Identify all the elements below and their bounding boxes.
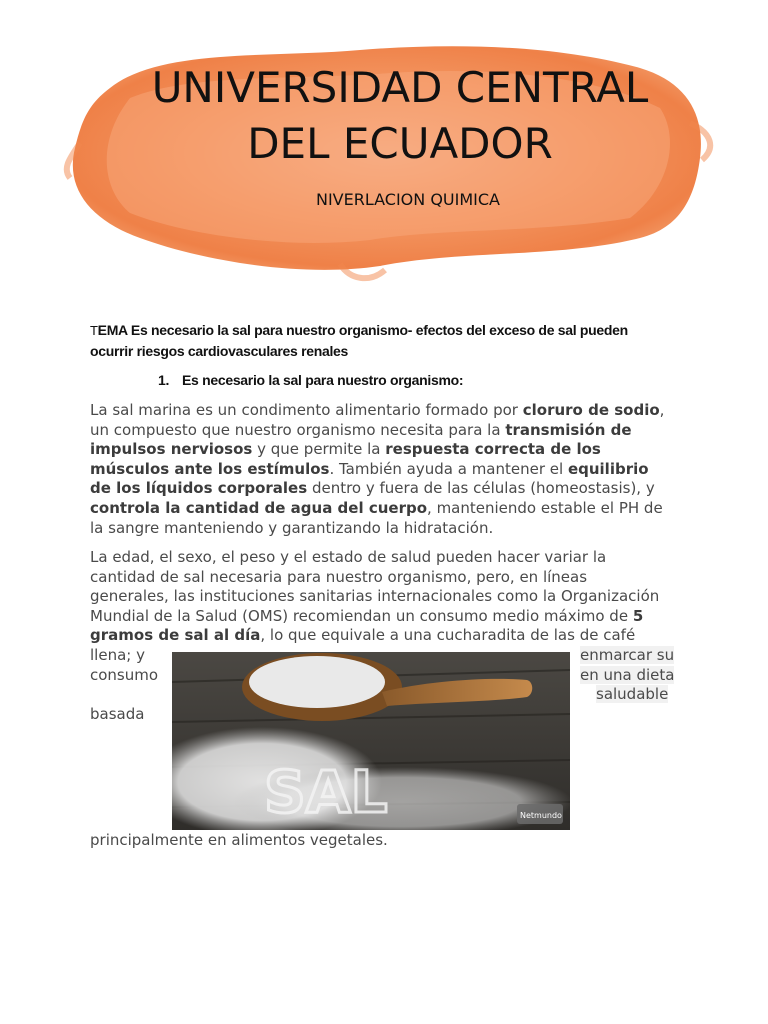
p2-text-1: La edad, el sexo, el peso y el estado de salud pueden hacer variar la cantidad de sal necesaria para nuestro organismo, pero, en líneas generales, las instituciones sanitarias internacionales como la Organización Mundial de la Salud (OMS) recomiendan un consumo medio máximo de (90, 548, 660, 625)
wrap-text-left-2: basada (90, 705, 145, 723)
p2-bold-1: 5 gramos de sal al día (90, 606, 644, 645)
p1-bold-4: equilibrio de los líquidos corporales (90, 459, 649, 498)
final-line: principalmente en alimentos vegetales. (90, 831, 388, 849)
p1-bold-2: transmisión de impulsos nerviosos (90, 420, 632, 459)
wrap-text-right-3: saludable (596, 685, 669, 703)
wrap-text-right-2: en una dieta (580, 666, 675, 684)
p1-bold-3: respuesta correcta de los músculos ante los estímulos (90, 440, 601, 478)
list-number: 1. (158, 372, 170, 388)
salt-word-mark: SAL (264, 758, 388, 826)
university-title-line2: DEL ECUADOR (247, 119, 553, 168)
p1-text-6: , manteniendo estable el PH de la sangre manteniendo y garantizando la hidratación. (90, 498, 663, 537)
p1-text-3: y que permite la (252, 440, 386, 459)
university-title (100, 60, 700, 172)
paragraph-salt-functions (90, 401, 670, 538)
wrap-text-right-1: enmarcar su (580, 646, 675, 664)
wrap-text-left-1: consumo (90, 666, 159, 684)
course-subtitle: NIVERLACION QUIMICA (315, 190, 500, 209)
university-title-line1: UNIVERSIDAD CENTRAL (151, 63, 649, 112)
topic-first-letter: T (90, 323, 98, 338)
p1-bold-5: controla la cantidad de agua del cuerpo (90, 498, 428, 517)
p1-text-5: dentro y fuera de las células (homeostasis), y (307, 479, 655, 498)
numbered-list-item (158, 372, 463, 388)
list-item-text: Es necesario la sal para nuestro organismo: (182, 372, 464, 388)
p1-bold-1: cloruro de sodio (522, 401, 660, 419)
salt-spoon-image (172, 652, 570, 830)
p1-text-2: , un compuesto que nuestro organismo necesita para la (90, 401, 665, 439)
salt-photo-illustration (172, 652, 570, 830)
topic-heading (90, 320, 670, 361)
p2-text-2: , lo que equivale a una cucharadita de las de café llena; y (90, 626, 636, 664)
topic-text: EMA Es necesario la sal para nuestro organismo- efectos del exceso de sal pueden ocurrir riesgos cardiovasculares renales (90, 322, 628, 359)
image-watermark: Netmundo (520, 811, 562, 820)
p1-text-1: La sal marina es un condimento alimentario formado por (90, 401, 523, 419)
p1-text-4: . También ayuda a mantener el (329, 459, 568, 478)
